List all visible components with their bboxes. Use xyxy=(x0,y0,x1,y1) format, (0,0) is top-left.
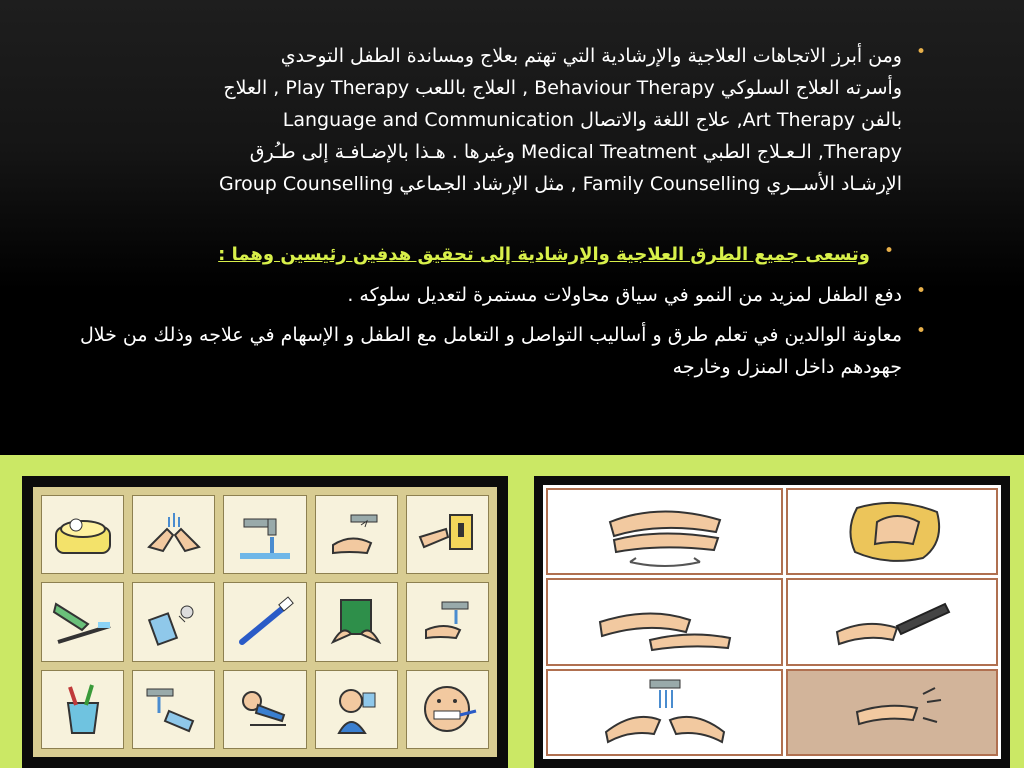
hygiene-icon-grid xyxy=(33,487,497,757)
rub-hands-icon xyxy=(546,488,783,575)
bullet-icon: • xyxy=(915,42,926,62)
towel-hands-icon xyxy=(315,582,398,661)
sponge-wipe-icon xyxy=(786,488,998,575)
slide-text xyxy=(60,40,932,383)
faucet-water-icon xyxy=(223,495,306,574)
washing-hands-icon xyxy=(132,495,215,574)
goals-heading xyxy=(60,239,932,271)
wipe-surface-icon xyxy=(786,669,998,756)
goal-text-2: معاونة الوالدين في تعلم طرق و أساليب التواصل و التعامل مع الطفل و الإسهام في علاجه وذلك من خلال جهودهم داخل المنزل وخارجه xyxy=(79,324,902,378)
toothpaste-brush-icon xyxy=(41,582,124,661)
skills-icon-grid xyxy=(543,485,1001,759)
child-bending-icon xyxy=(223,670,306,749)
intro-paragraph xyxy=(60,40,932,200)
toothbrush-icon xyxy=(223,582,306,661)
bullet-icon: • xyxy=(883,241,894,261)
cup-brush-icon xyxy=(41,670,124,749)
cap-open-icon xyxy=(132,582,215,661)
skills-panel xyxy=(534,476,1010,768)
hygiene-sequence-panel xyxy=(22,476,508,768)
pat-hand-icon xyxy=(546,578,783,665)
intro-line-3: بالفن Art Therapy, علاج اللغة والاتصال Language and Communication xyxy=(282,109,902,131)
goal-text-1: دفع الطفل لمزيد من النمو في سياق محاولات مستمرة لتعديل سلوكه . xyxy=(347,284,902,306)
child-drinking-icon xyxy=(315,670,398,749)
light-switch-icon xyxy=(406,495,489,574)
intro-line-5: الإرشـاد الأســري Family Counselling , مثل الإرشاد الجماعي Group Counselling xyxy=(219,173,902,195)
goal-item-1 xyxy=(60,279,932,311)
soap-icon xyxy=(41,495,124,574)
rinse-hand-icon xyxy=(406,582,489,661)
bullet-icon: • xyxy=(915,321,926,341)
intro-line-1: ومن أبرز الاتجاهات العلاجية والإرشادية التي تهتم بعلاج ومساندة الطفل التوحدي xyxy=(280,45,902,67)
wash-hands-icon xyxy=(546,669,783,756)
hand-under-tap-icon xyxy=(315,495,398,574)
apply-cream-icon xyxy=(786,578,998,665)
intro-line-4: Therapy, الـعـلاج الطبي Medical Treatment وغيرها . هـذا بالإضـافـة إلى طـُرق xyxy=(249,141,902,163)
rinse-cup-icon xyxy=(132,670,215,749)
intro-line-2: وأسرته العلاج السلوكي Behaviour Therapy , العلاج باللعب Play Therapy , العلاج xyxy=(223,77,902,99)
bullet-icon: • xyxy=(915,281,926,301)
goal-item-2 xyxy=(60,319,932,383)
brushing-teeth-icon xyxy=(406,670,489,749)
goals-heading-text: وتسعى جميع الطرق العلاجية والإرشادية إلى تحقيق هدفين رئيسين وهما : xyxy=(218,244,870,265)
